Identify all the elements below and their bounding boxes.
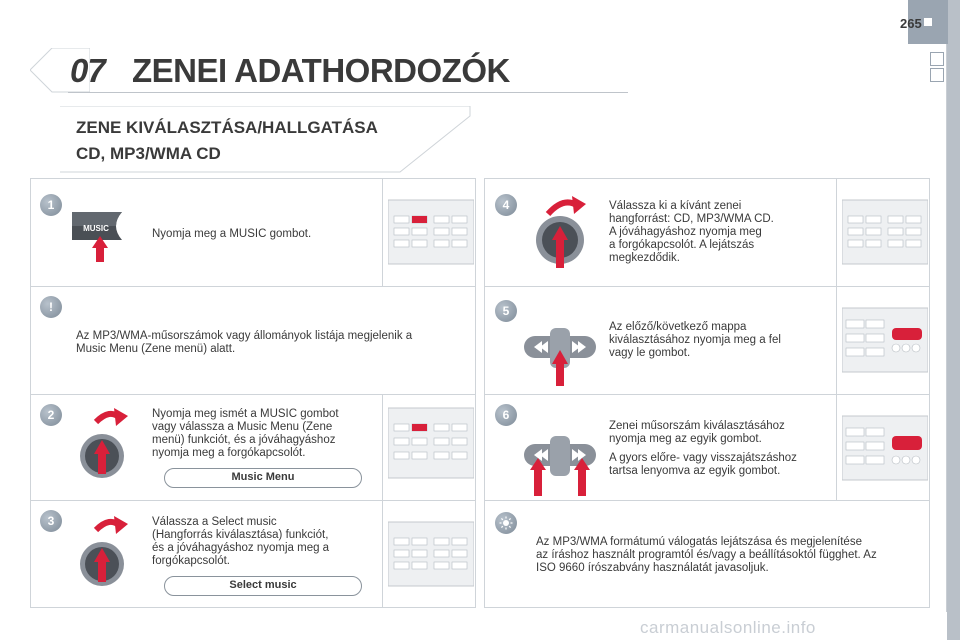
arrow-pad-illustration	[520, 436, 600, 498]
row-divider	[31, 286, 475, 287]
step-5-text-line-1: Az előző/következő mappa	[609, 321, 747, 333]
arrow-pad-illustration	[520, 326, 600, 388]
row-divider	[31, 500, 475, 501]
chapter-title: ZENEI ADATHORDOZÓK	[132, 52, 510, 89]
step-badge-6: 6	[495, 404, 517, 426]
chapter-rule	[68, 92, 628, 93]
warning-text-line-2: Music Menu (Zene menü) alatt.	[76, 343, 236, 355]
step-2-text-line-2: vagy válassza a Music Menu (Zene	[152, 421, 333, 433]
radio-panel-thumbnail	[842, 196, 928, 268]
step-6-text-line-2: nyomja meg az egyik gombot.	[609, 433, 762, 445]
footer-brand: carmanualsonline.info	[640, 618, 816, 637]
info-text-line-2: az íráshoz használt programtól és/vagy a beállításoktól függhet. Az	[536, 549, 877, 561]
step-3-text-line-1: Válassza a Select music	[152, 516, 277, 528]
step-6-text2-line-2: tartsa lenyomva az egyik gombot.	[609, 465, 781, 477]
step-badge-2: 2	[40, 404, 62, 426]
step-badge-3: 3	[40, 510, 62, 532]
step-3-text-line-2: (Hangforrás kiválasztása) funkciót,	[152, 529, 329, 541]
column-divider	[382, 501, 383, 607]
step-6-text2-line-1: A gyors előre- vagy visszajátszáshoz	[609, 452, 797, 464]
column-divider	[382, 179, 383, 286]
step-5-text-line-3: vagy le gombot.	[609, 347, 691, 359]
select-music-pill: Select music	[164, 576, 362, 596]
section-subtitle: CD, MP3/WMA CD	[76, 144, 221, 163]
music-button-label: MUSIC	[83, 224, 109, 233]
music-button-illustration	[70, 206, 130, 262]
warning-text-line-1: Az MP3/WMA-műsorszámok vagy állományok listája megjelenik a	[76, 330, 413, 342]
step-3-text-line-4: forgókapcsolót.	[152, 555, 230, 567]
column-divider	[836, 287, 837, 394]
step-4-text-line-2: hangforrást: CD, MP3/WMA CD.	[609, 213, 774, 225]
radio-panel-thumbnail	[388, 196, 474, 268]
step-4-text-line-4: a forgókapcsolót. A lejátszás	[609, 239, 755, 251]
radio-panel-thumbnail	[388, 404, 474, 484]
rotary-knob-illustration	[76, 512, 132, 592]
info-badge	[495, 512, 517, 534]
step-4-text-line-5: megkezdődik.	[609, 252, 680, 264]
step-badge-1: 1	[40, 194, 62, 216]
info-text-line-3: ISO 9660 írószabvány használatát javasoljuk.	[536, 562, 769, 574]
side-strip	[947, 0, 960, 640]
row-divider	[485, 500, 929, 501]
rotary-knob-illustration	[530, 192, 590, 272]
step-3-text-line-3: és a jóváhagyáshoz nyomja meg a	[152, 542, 330, 554]
step-badge-5: 5	[495, 300, 517, 322]
page-number: 265	[900, 16, 922, 31]
step-2-text-line-1: Nyomja meg ismét a MUSIC gombot	[152, 408, 339, 420]
info-text-line-1: Az MP3/WMA formátumú válogatás lejátszása és megjelenítése	[536, 536, 862, 548]
column-divider	[836, 395, 837, 500]
step-1-text: Nyomja meg a MUSIC gombot.	[152, 228, 312, 240]
column-divider	[836, 179, 837, 286]
step-5-text-line-2: kiválasztásához nyomja meg a fel	[609, 334, 781, 346]
radio-panel-thumbnail	[388, 518, 474, 590]
radio-panel-thumbnail	[842, 304, 928, 376]
row-divider	[485, 286, 929, 287]
tab-box	[930, 52, 944, 66]
page-edge	[946, 0, 947, 612]
warning-badge: !	[40, 296, 62, 318]
rotary-knob-illustration	[76, 404, 132, 484]
step-4-text-line-3: A jóváhagyáshoz nyomja meg	[609, 226, 762, 238]
radio-panel-thumbnail	[842, 412, 928, 484]
step-6-text-line-1: Zenei műsorszám kiválasztásához	[609, 420, 785, 432]
step-4-text-line-1: Válassza ki a kívánt zenei	[609, 200, 742, 212]
step-2-text-line-4: nyomja meg a forgókapcsolót.	[152, 447, 306, 459]
step-2-text-line-3: menü) funkciót, és a jóváhagyáshoz	[152, 434, 336, 446]
row-divider	[485, 394, 929, 395]
section-title: ZENE KIVÁLASZTÁSA/HALLGATÁSA	[76, 118, 378, 137]
music-menu-pill: Music Menu	[164, 468, 362, 488]
column-divider	[382, 395, 383, 500]
tab-box	[930, 68, 944, 82]
lightbulb-icon	[499, 516, 513, 530]
chapter-number: 07	[70, 52, 105, 89]
step-badge-4: 4	[495, 194, 517, 216]
row-divider	[31, 394, 475, 395]
